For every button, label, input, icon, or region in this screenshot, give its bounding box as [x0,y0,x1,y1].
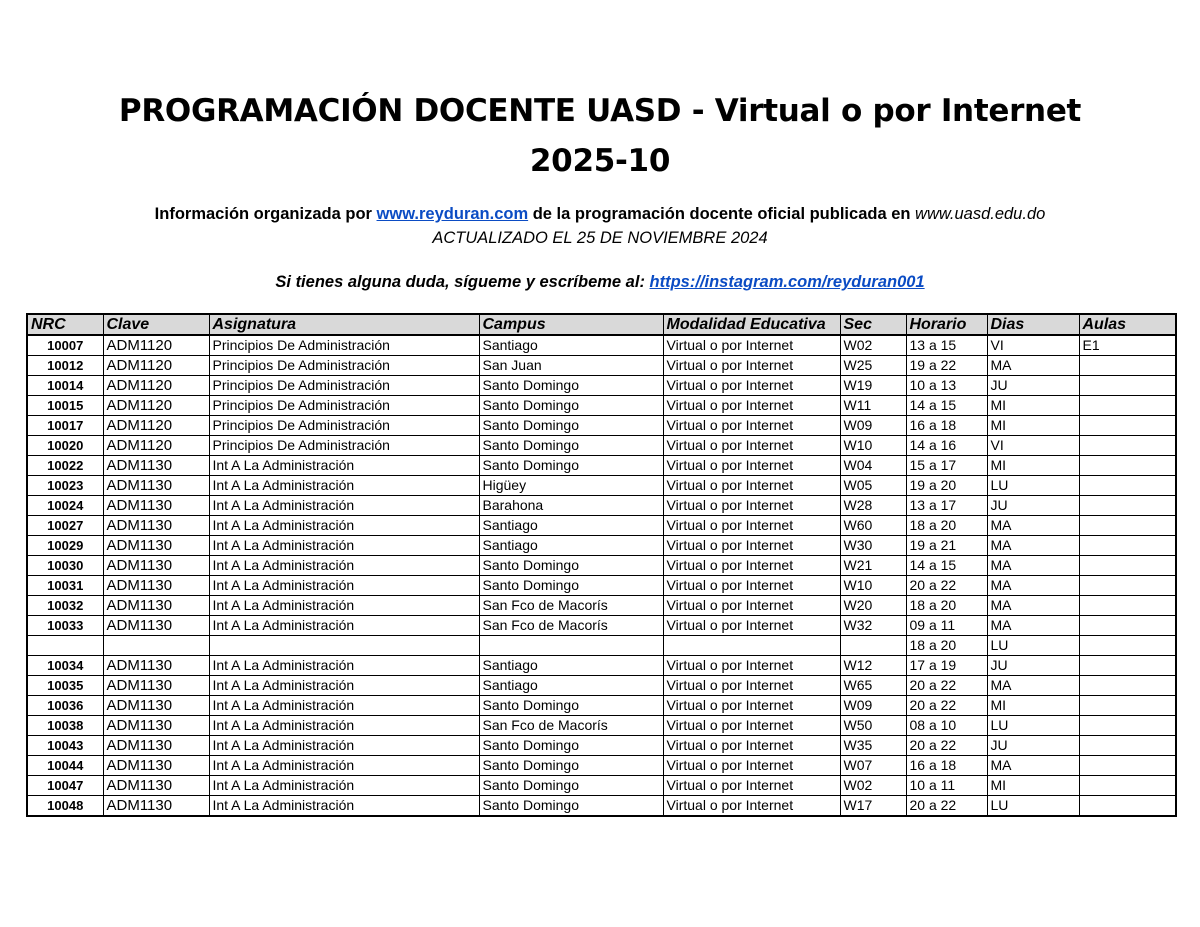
cell-dias: MA [987,756,1079,776]
table-row [27,516,1176,536]
cell-horario: 18 a 20 [906,516,987,536]
table-body [27,335,1176,816]
cell-nrc: 10030 [27,556,103,576]
cell-dias: MA [987,616,1079,636]
cell-dias: MI [987,776,1079,796]
cell-sec: W05 [840,476,906,496]
cell-sec: W10 [840,576,906,596]
cell-aulas [1079,376,1176,396]
official-site: www.uasd.edu.do [915,205,1046,223]
cell-horario: 20 a 22 [906,696,987,716]
header-row [27,314,1176,335]
cell-horario: 08 a 10 [906,716,987,736]
cell-modalidad: Virtual o por Internet [663,716,840,736]
cell-sec: W35 [840,736,906,756]
cell-clave [103,636,209,656]
cell-modalidad: Virtual o por Internet [663,796,840,817]
cell-nrc: 10023 [27,476,103,496]
cell-aulas [1079,456,1176,476]
instagram-link[interactable]: https://instagram.com/reyduran001 [649,273,925,291]
cell-horario: 20 a 22 [906,676,987,696]
cell-dias: MA [987,576,1079,596]
table-row [27,616,1176,636]
cell-sec: W25 [840,356,906,376]
cell-asignatura: Principios De Administración [209,396,479,416]
cell-clave: ADM1120 [103,376,209,396]
cell-sec: W65 [840,676,906,696]
table-row [27,556,1176,576]
cell-nrc: 10024 [27,496,103,516]
table-row [27,696,1176,716]
cell-nrc: 10044 [27,756,103,776]
cell-horario: 09 a 11 [906,616,987,636]
header-aulas: Aulas [1079,314,1176,335]
cell-modalidad: Virtual o por Internet [663,536,840,556]
cell-nrc: 10036 [27,696,103,716]
cell-campus [479,636,663,656]
cell-modalidad: Virtual o por Internet [663,396,840,416]
cell-horario: 20 a 22 [906,796,987,817]
cell-aulas [1079,796,1176,817]
cell-dias: LU [987,636,1079,656]
cell-aulas [1079,476,1176,496]
cell-clave: ADM1130 [103,476,209,496]
table-row [27,736,1176,756]
header-asignatura: Asignatura [209,314,479,335]
cell-campus: Barahona [479,496,663,516]
cell-sec: W10 [840,436,906,456]
cell-modalidad: Virtual o por Internet [663,516,840,536]
page-title [0,86,1200,186]
cell-dias: JU [987,496,1079,516]
cell-aulas [1079,776,1176,796]
table-row [27,476,1176,496]
cell-dias: MA [987,556,1079,576]
table-row [27,416,1176,436]
cell-nrc: 10022 [27,456,103,476]
cell-nrc: 10029 [27,536,103,556]
cell-asignatura: Principios De Administración [209,416,479,436]
cell-modalidad: Virtual o por Internet [663,776,840,796]
cell-sec: W04 [840,456,906,476]
cell-asignatura: Int A La Administración [209,556,479,576]
cell-clave: ADM1120 [103,396,209,416]
cell-nrc: 10032 [27,596,103,616]
cell-asignatura: Int A La Administración [209,716,479,736]
header-sec: Sec [840,314,906,335]
cell-horario: 16 a 18 [906,756,987,776]
cell-aulas [1079,716,1176,736]
cell-dias: LU [987,716,1079,736]
cell-nrc: 10015 [27,396,103,416]
cell-asignatura [209,636,479,656]
cell-clave: ADM1130 [103,776,209,796]
title-line-2: 2025-10 [529,143,671,179]
cell-dias: JU [987,656,1079,676]
cell-horario: 17 a 19 [906,656,987,676]
cell-modalidad: Virtual o por Internet [663,596,840,616]
cell-nrc: 10027 [27,516,103,536]
contact-line [0,271,1200,293]
cell-modalidad: Virtual o por Internet [663,335,840,356]
cell-modalidad: Virtual o por Internet [663,456,840,476]
cell-horario: 19 a 22 [906,356,987,376]
cell-dias: JU [987,376,1079,396]
cell-horario: 14 a 16 [906,436,987,456]
table-row [27,376,1176,396]
info-prefix: Información organizada por [154,205,377,223]
cell-sec: W32 [840,616,906,636]
cell-modalidad: Virtual o por Internet [663,756,840,776]
cell-campus: Santo Domingo [479,576,663,596]
cell-aulas [1079,596,1176,616]
cell-asignatura: Int A La Administración [209,656,479,676]
cell-aulas [1079,736,1176,756]
cell-horario: 18 a 20 [906,596,987,616]
cell-modalidad: Virtual o por Internet [663,476,840,496]
cell-nrc: 10035 [27,676,103,696]
cell-aulas [1079,756,1176,776]
cell-asignatura: Int A La Administración [209,756,479,776]
cell-asignatura: Principios De Administración [209,335,479,356]
cell-nrc: 10033 [27,616,103,636]
cell-campus: Santiago [479,516,663,536]
table-row [27,596,1176,616]
cell-horario: 16 a 18 [906,416,987,436]
cell-asignatura: Int A La Administración [209,536,479,556]
table-row [27,676,1176,696]
cell-horario: 19 a 20 [906,476,987,496]
table-row [27,796,1176,817]
cell-clave: ADM1130 [103,576,209,596]
cell-asignatura: Int A La Administración [209,776,479,796]
cell-campus: Santo Domingo [479,556,663,576]
cell-aulas [1079,636,1176,656]
cell-asignatura: Principios De Administración [209,376,479,396]
updated-notice: ACTUALIZADO EL 25 DE NOVIEMBRE 2024 [432,229,768,247]
info-line [0,203,1200,225]
cell-sec: W50 [840,716,906,736]
cell-aulas: E1 [1079,335,1176,356]
table-row [27,536,1176,556]
cell-asignatura: Int A La Administración [209,596,479,616]
cell-nrc: 10034 [27,656,103,676]
cell-horario: 20 a 22 [906,576,987,596]
cell-sec: W11 [840,396,906,416]
cell-sec: W28 [840,496,906,516]
cell-modalidad: Virtual o por Internet [663,416,840,436]
cell-modalidad: Virtual o por Internet [663,656,840,676]
cell-clave: ADM1130 [103,676,209,696]
info-middle: de la programación docente oficial publicada en [528,205,916,223]
cell-dias: VI [987,436,1079,456]
cell-modalidad: Virtual o por Internet [663,376,840,396]
cell-dias: MA [987,516,1079,536]
cell-horario: 13 a 15 [906,335,987,356]
cell-horario: 20 a 22 [906,736,987,756]
cell-sec: W09 [840,416,906,436]
cell-aulas [1079,676,1176,696]
cell-dias: MA [987,356,1079,376]
cell-clave: ADM1120 [103,356,209,376]
cell-clave: ADM1130 [103,736,209,756]
table-row [27,456,1176,476]
cell-nrc: 10007 [27,335,103,356]
table-row [27,656,1176,676]
cell-nrc: 10038 [27,716,103,736]
cell-clave: ADM1120 [103,436,209,456]
cell-dias: LU [987,796,1079,817]
cell-campus: Santo Domingo [479,736,663,756]
cell-horario: 10 a 13 [906,376,987,396]
cell-horario: 19 a 21 [906,536,987,556]
table-row [27,396,1176,416]
cell-aulas [1079,616,1176,636]
cell-horario: 13 a 17 [906,496,987,516]
cell-sec: W09 [840,696,906,716]
cell-asignatura: Int A La Administración [209,796,479,817]
cell-campus: San Fco de Macorís [479,616,663,636]
cell-aulas [1079,396,1176,416]
cell-clave: ADM1130 [103,756,209,776]
table-row [27,576,1176,596]
cell-aulas [1079,556,1176,576]
header-modalidad: Modalidad Educativa [663,314,840,335]
cell-clave: ADM1130 [103,536,209,556]
cell-clave: ADM1130 [103,616,209,636]
cell-aulas [1079,356,1176,376]
header-clave: Clave [103,314,209,335]
cell-campus: Santo Domingo [479,776,663,796]
cell-campus: Santo Domingo [479,456,663,476]
header-dias: Dias [987,314,1079,335]
cell-nrc: 10017 [27,416,103,436]
cell-horario: 18 a 20 [906,636,987,656]
cell-clave: ADM1120 [103,335,209,356]
cell-aulas [1079,576,1176,596]
cell-nrc: 10012 [27,356,103,376]
cell-campus: Santo Domingo [479,376,663,396]
cell-campus: San Juan [479,356,663,376]
cell-aulas [1079,656,1176,676]
table-row [27,756,1176,776]
cell-modalidad: Virtual o por Internet [663,356,840,376]
header-nrc: NRC [27,314,103,335]
cell-aulas [1079,516,1176,536]
cell-campus: Santo Domingo [479,436,663,456]
table-row [27,335,1176,356]
cell-clave: ADM1130 [103,716,209,736]
table-row [27,436,1176,456]
cell-asignatura: Int A La Administración [209,696,479,716]
cell-asignatura: Principios De Administración [209,356,479,376]
cell-nrc [27,636,103,656]
cell-campus: Santiago [479,656,663,676]
cell-campus: Santo Domingo [479,416,663,436]
cell-dias: VI [987,335,1079,356]
header-campus: Campus [479,314,663,335]
cell-dias: JU [987,736,1079,756]
cell-clave: ADM1130 [103,496,209,516]
cell-clave: ADM1130 [103,656,209,676]
cell-sec: W19 [840,376,906,396]
table-row [27,636,1176,656]
cell-clave: ADM1130 [103,596,209,616]
cell-nrc: 10043 [27,736,103,756]
cell-nrc: 10048 [27,796,103,817]
cell-asignatura: Int A La Administración [209,736,479,756]
cell-dias: MI [987,456,1079,476]
cell-clave: ADM1130 [103,556,209,576]
cell-campus: Santiago [479,335,663,356]
cell-horario: 15 a 17 [906,456,987,476]
cell-campus: Santo Domingo [479,756,663,776]
contact-prefix: Si tienes alguna duda, sígueme y escríbeme al: [275,273,650,291]
cell-clave: ADM1130 [103,696,209,716]
cell-modalidad: Virtual o por Internet [663,436,840,456]
cell-campus: Santiago [479,536,663,556]
reyduran-link[interactable]: www.reyduran.com [376,205,529,223]
cell-campus: Santo Domingo [479,796,663,817]
cell-horario: 10 a 11 [906,776,987,796]
cell-campus: Santo Domingo [479,396,663,416]
cell-nrc: 10020 [27,436,103,456]
cell-modalidad: Virtual o por Internet [663,696,840,716]
cell-sec: W30 [840,536,906,556]
cell-modalidad: Virtual o por Internet [663,496,840,516]
cell-sec: W02 [840,776,906,796]
cell-nrc: 10031 [27,576,103,596]
cell-modalidad: Virtual o por Internet [663,556,840,576]
cell-sec: W17 [840,796,906,817]
cell-asignatura: Int A La Administración [209,676,479,696]
cell-dias: MI [987,696,1079,716]
cell-horario: 14 a 15 [906,556,987,576]
cell-aulas [1079,496,1176,516]
cell-modalidad: Virtual o por Internet [663,676,840,696]
cell-dias: MA [987,536,1079,556]
table-row [27,496,1176,516]
cell-horario: 14 a 15 [906,396,987,416]
cell-modalidad: Virtual o por Internet [663,736,840,756]
cell-dias: MI [987,416,1079,436]
cell-dias: MA [987,676,1079,696]
cell-sec: W07 [840,756,906,776]
cell-clave: ADM1130 [103,516,209,536]
table-row [27,716,1176,736]
cell-campus: Santo Domingo [479,696,663,716]
cell-sec: W12 [840,656,906,676]
cell-aulas [1079,536,1176,556]
cell-clave: ADM1130 [103,456,209,476]
cell-asignatura: Int A La Administración [209,496,479,516]
cell-modalidad: Virtual o por Internet [663,576,840,596]
cell-asignatura: Principios De Administración [209,436,479,456]
cell-asignatura: Int A La Administración [209,576,479,596]
cell-nrc: 10014 [27,376,103,396]
cell-sec: W20 [840,596,906,616]
cell-sec [840,636,906,656]
cell-sec: W60 [840,516,906,536]
cell-dias: LU [987,476,1079,496]
cell-aulas [1079,436,1176,456]
table-row [27,356,1176,376]
cell-asignatura: Int A La Administración [209,616,479,636]
cell-asignatura: Int A La Administración [209,476,479,496]
cell-sec: W02 [840,335,906,356]
cell-asignatura: Int A La Administración [209,516,479,536]
header-horario: Horario [906,314,987,335]
cell-sec: W21 [840,556,906,576]
cell-asignatura: Int A La Administración [209,456,479,476]
cell-clave: ADM1120 [103,416,209,436]
cell-modalidad [663,636,840,656]
cell-campus: San Fco de Macorís [479,596,663,616]
schedule-table [26,313,1177,817]
cell-nrc: 10047 [27,776,103,796]
cell-aulas [1079,696,1176,716]
cell-modalidad: Virtual o por Internet [663,616,840,636]
cell-dias: MI [987,396,1079,416]
cell-dias: MA [987,596,1079,616]
title-line-1: PROGRAMACIÓN DOCENTE UASD - Virtual o por Internet [118,93,1082,129]
table-row [27,776,1176,796]
cell-clave: ADM1130 [103,796,209,817]
cell-aulas [1079,416,1176,436]
cell-campus: Higüey [479,476,663,496]
cell-campus: San Fco de Macorís [479,716,663,736]
cell-campus: Santiago [479,676,663,696]
